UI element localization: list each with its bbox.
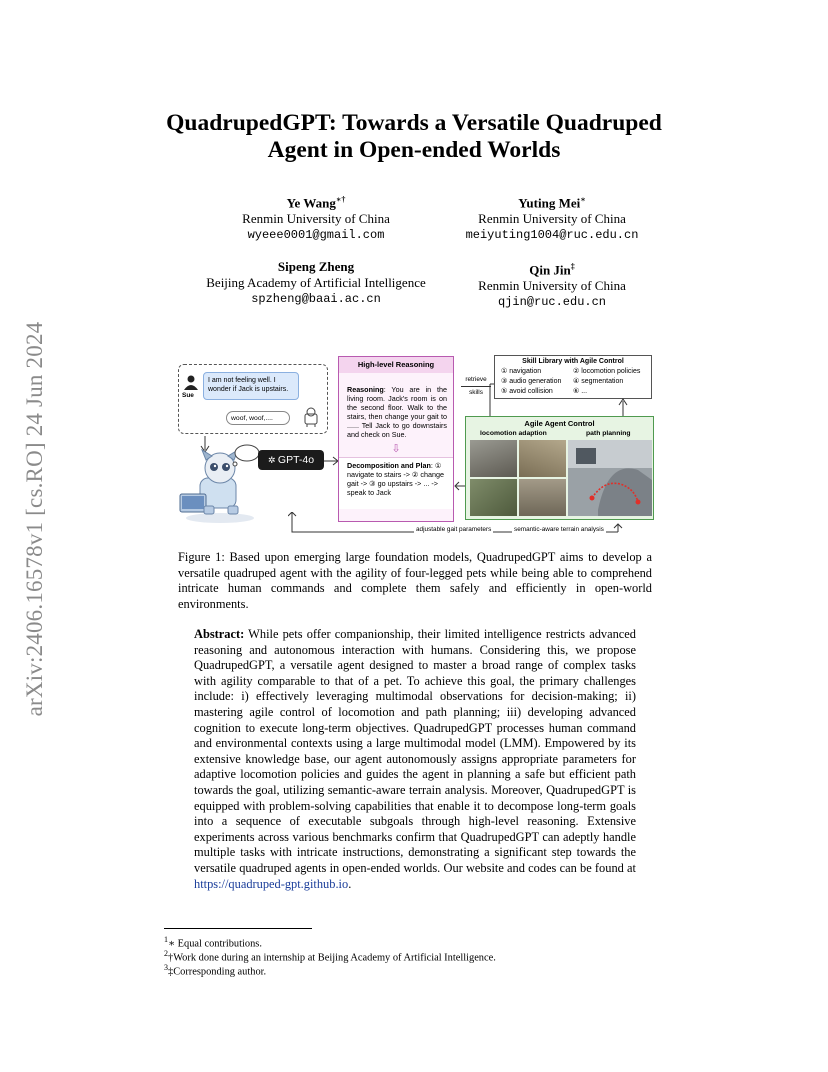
skills-label: skills [461,386,491,399]
terrain-image [519,440,566,477]
thought-bubble-icon [230,444,260,468]
skill-list [495,367,651,397]
retrieve-label: retrieve [465,376,487,383]
title-line-2: Agent in Open-ended Worlds [267,137,561,163]
footnote-number: 3 [164,963,168,972]
author-block [402,259,702,310]
footnote-number: 1 [164,935,168,944]
terrain-image [470,479,517,516]
skill-item: ② locomotion policies [573,368,641,375]
skill-item: ① navigation [501,368,542,375]
abstract-text: While pets offer companionship, their limited intelligence restricts advanced reasoning and autonomous interaction with humans. Considering this, we propose QuadrupedGPT, a versatile agent designed to master a broad range of complex tasks with agility comparable to that of a pet. To achieve this goal, the primary challenges include: i) effectively leveraging multimodal observations for decision-making; ii) mastering agile control of locomotion and path planning; iii) developing advanced cognition to execute long-term objectives. QuadrupedGPT processes human command and environmental contexts using a large multimodal model (LMM). Empowered by its extensive knowledge base, our agent autonomously assigns appropriate parameters for adaptive locomotion policies and guides the agent in planning a safe but efficient path towards the goal, utilizing semantic-aware terrain analysis. Moreover, QuadrupedGPT is equipped with problem-solving capabilities that enable it to decompose long-term goals into a sequence of executable subgoals through high-level reasoning. Extensive experiments across various benchmarks confirm that QuadrupedGPT can adeptly handle multiple tasks with intricate instructions, demonstrating a significant step towards the versatile quadruped agents in open-ended worlds. Our website and codes can be found at [194,627,636,875]
skill-library-panel [494,355,652,399]
skill-item: ③ audio generation [501,378,562,385]
agile-control-title: Agile Agent Control [524,419,595,428]
author-name: Yuting Mei [518,195,581,211]
footnote-rule [164,928,312,929]
terrain-image [519,479,566,516]
reasoning-title: High-level Reasoning [339,357,453,373]
author-name: Sipeng Zheng [277,259,355,274]
author-affiliation: Renmin University of China [478,278,626,294]
arxiv-stamp-text: arXiv:2406.16578v1 [cs.RO] 24 Jun 2024 [22,321,47,717]
path-planning-image [568,440,652,516]
reasoning-panel [338,356,454,522]
footnote-number: 2 [164,949,168,958]
paper-title [0,110,828,164]
reasoning-label: Reasoning [347,385,384,394]
gpt-4o-badge [258,450,324,470]
speech-bubble: I am not feeling well. I wonder if Jack is upstairs. [203,372,299,400]
figure-caption: Figure 1: Based upon emerging large foundation models, QuadrupedGPT aims to develop a versatile quadruped agent with the agility of four-legged pets while being able to comprehend intricate human commands and complete them safely and efficiently in open-world environments. [178,550,652,611]
arrow-up-icon [618,398,628,416]
skill-item: ④ segmentation [573,378,624,385]
person-icon [183,374,199,390]
agile-control-panel [465,416,654,520]
terrain-analysis-label: semantic-aware terrain analysis [514,526,604,533]
terrain-image [470,440,517,477]
decomposition-text: : ① navigate to stairs -> ② change gait -> ③ go upstairs -> ... -> speak to Jack [347,461,444,497]
author-affiliation: Beijing Academy of Artificial Intelligence [206,275,426,290]
decomposition-label: Decomposition and Plan [347,461,431,470]
skill-item: ⑥ ... [573,388,588,395]
arxiv-stamp [10,288,60,750]
footnote-text: ‡Corresponding author. [168,966,267,978]
footnote-text: ∗ Equal contributions. [168,938,262,950]
user-name: Sue [182,392,194,399]
dog-sound-bubble: woof, woof,.... [226,411,290,425]
reasoning-block [339,373,453,439]
decomposition-block [339,457,453,509]
author-mark: ∗ [580,195,586,204]
openai-icon: ✲ [267,455,278,465]
path-planning-label: path planning [586,430,631,437]
abstract [194,627,636,892]
author-block [402,192,702,243]
footnote-text: †Work done during an internship at Beijing Academy of Artificial Intelligence. [168,952,496,964]
author-mark: ‡ [570,262,575,271]
gait-params-label: adjustable gait parameters [416,526,492,533]
model-label: GPT-4o [277,454,315,466]
reasoning-text: : You are in the living room. Jack's room is on the second floor. Walk to the stairs, then change your gait to ...... Tell Jack to go downstairs and check on Sue. [347,385,447,439]
author-email: meiyuting1004@ruc.edu.cn [465,228,639,243]
website-link[interactable]: https://quadruped-gpt.github.io [194,876,349,891]
down-arrow-icon: ⇩ [391,443,401,455]
bottom-connector [288,512,654,538]
skill-library-title: Skill Library with Agile Control [522,358,624,365]
author-email: qjin@ruc.edu.cn [497,295,607,310]
dog-icon [300,406,322,428]
abstract-end: . [348,876,352,891]
skill-item: ⑤ avoid collision [501,388,553,395]
author-affiliation: Renmin University of China [242,211,390,227]
title-line-1: QuadrupedGPT: Towards a Versatile Quadruped [166,110,662,136]
author-name: Ye Wang [286,195,336,211]
author-affiliation: Renmin University of China [478,211,626,227]
figure-1 [178,352,654,538]
author-email: spzheng@baai.ac.cn [251,292,381,306]
locomotion-label: locomotion adaption [480,430,547,437]
author-name: Qin Jin [529,262,571,278]
locomotion-image-grid [470,440,566,516]
author-mark: ∗† [335,195,346,204]
footnote [164,961,266,978]
abstract-label: Abstract: [194,627,245,641]
author-email: wyeee0001@gmail.com [247,228,385,243]
